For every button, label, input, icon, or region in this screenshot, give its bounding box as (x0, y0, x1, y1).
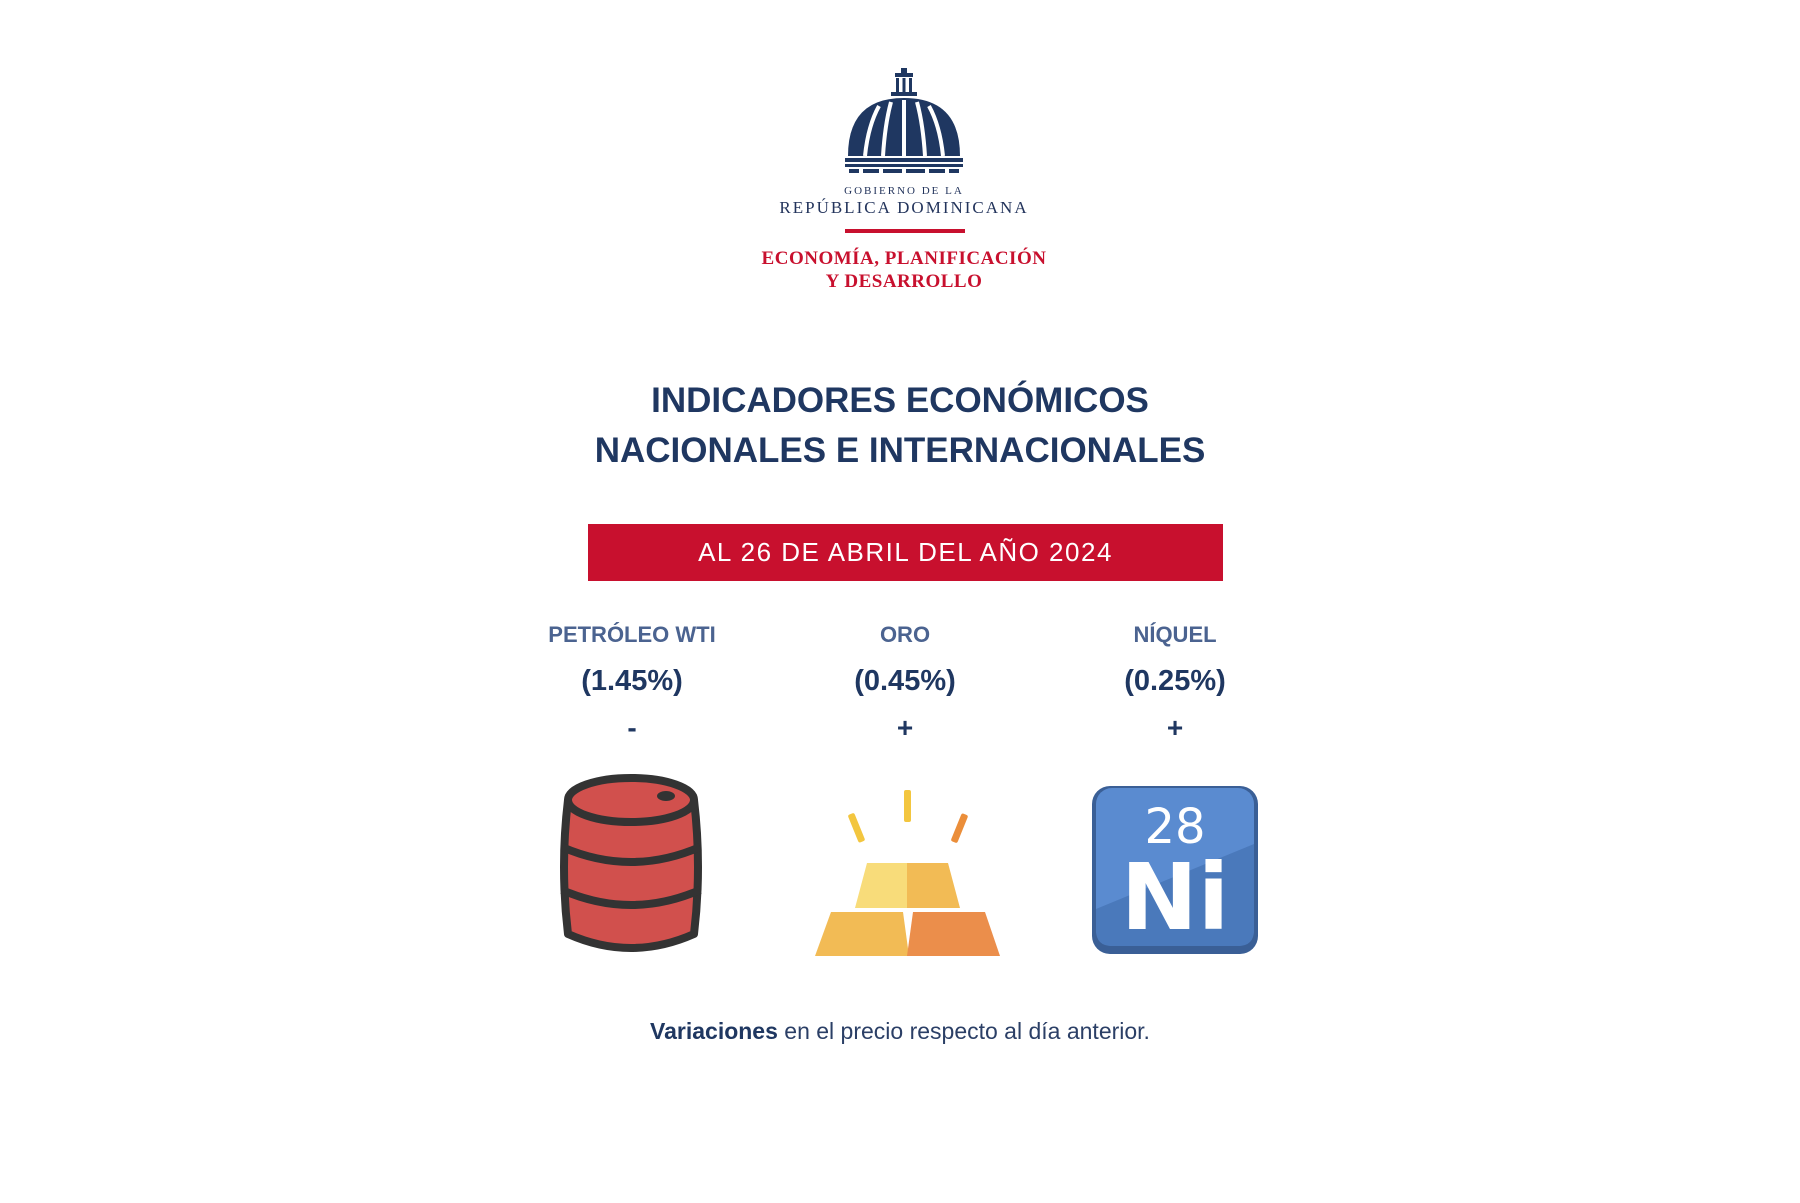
footer-note-rest: en el precio respecto al día anterior. (777, 1018, 1150, 1044)
ministry-line-2: Y DESARROLLO (825, 271, 983, 292)
logo-divider (845, 229, 965, 233)
indicator-name-oil: PETRÓLEO WTI (548, 622, 716, 647)
nickel-element-icon (1090, 784, 1260, 956)
indicator-change-nickel: (0.25%) (1124, 665, 1226, 697)
indicator-name-gold: ORO (879, 622, 931, 647)
footer-note-bold: Variaciones (650, 1018, 778, 1044)
ministry-line-1: ECONOMÍA, PLANIFICACIÓN (761, 248, 1047, 269)
indicator-sign-gold: + (896, 712, 914, 743)
logo-line-gobierno: GOBIERNO DE LA (844, 185, 964, 197)
footer-note (500, 1018, 1300, 1045)
indicator-sign-oil: - (627, 712, 637, 743)
indicator-change-oil: (1.45%) (581, 665, 683, 697)
ministry-name (700, 247, 1108, 293)
indicator-name-nickel: NÍQUEL (1133, 622, 1217, 647)
page-title-line-2: NACIONALES E INTERNACIONALES (594, 431, 1206, 470)
date-banner-text: AL 26 DE ABRIL DEL AÑO 2024 (698, 537, 1113, 567)
capitol-dome-icon (843, 64, 965, 182)
page-title (500, 376, 1300, 476)
element-symbol: Ni (1120, 844, 1230, 951)
oil-barrel-icon (556, 772, 706, 962)
element-number: 28 (1144, 799, 1206, 855)
indicator-change-gold: (0.45%) (854, 665, 956, 697)
date-banner (588, 524, 1223, 581)
gold-bars-icon (815, 788, 1000, 958)
indicator-sign-nickel: + (1166, 712, 1184, 743)
page-title-line-1: INDICADORES ECONÓMICOS (651, 381, 1149, 420)
logo-line-republica: REPÚBLICA DOMINICANA (779, 198, 1029, 217)
